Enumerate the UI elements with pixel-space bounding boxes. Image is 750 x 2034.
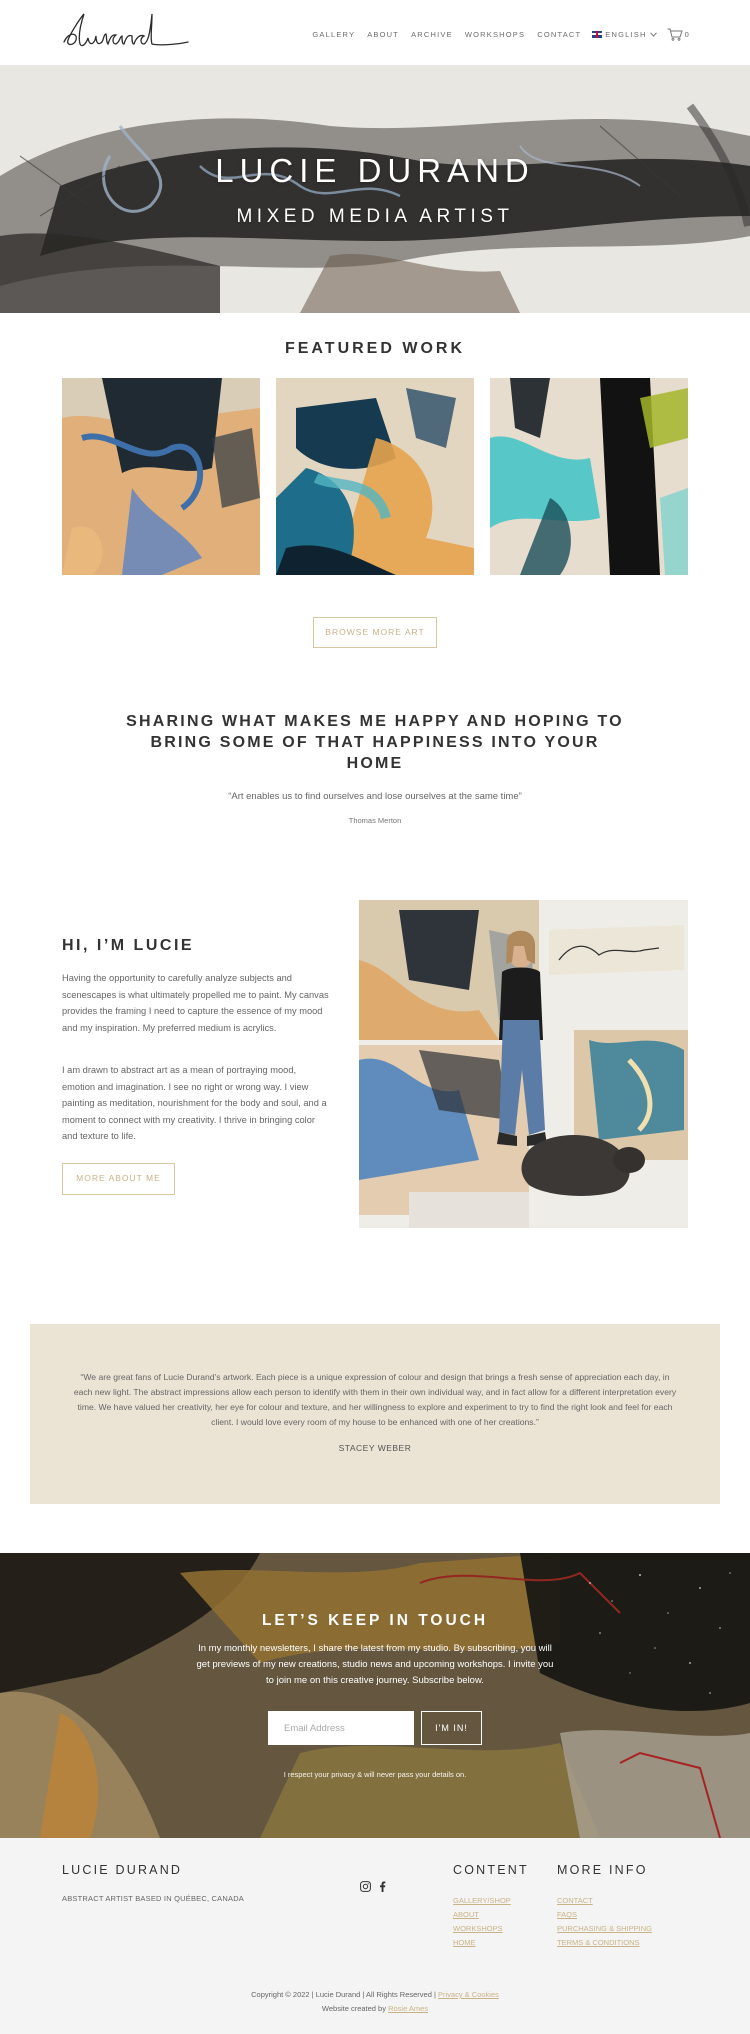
nav-contact[interactable]: CONTACT: [537, 29, 582, 39]
site-header: [0, 0, 750, 66]
nav-archive[interactable]: ARCHIVE: [411, 29, 453, 39]
quote-text: “Art enables us to find ourselves and lose ourselves at the same time”: [228, 791, 522, 802]
artist-photo-image: [359, 900, 688, 1228]
footer-link-home[interactable]: HOME: [453, 1938, 476, 1947]
featured-gallery: [62, 378, 688, 575]
featured-work-title: FEATURED WORK: [284, 340, 466, 357]
quote-author: Thomas Merton: [348, 816, 402, 825]
chevron-down-icon: [650, 32, 657, 37]
testimonial-section: [30, 1324, 720, 1504]
footer-link-contact[interactable]: CONTACT: [557, 1896, 593, 1905]
main-nav: [311, 24, 690, 44]
artist-studio-photo: [359, 900, 688, 1228]
footer-content-title: CONTENT: [453, 1863, 529, 1877]
footer-link-faqs[interactable]: FAQS: [557, 1910, 578, 1919]
newsletter-section: [0, 1553, 750, 1838]
cart-button[interactable]: [667, 28, 690, 41]
newsletter-background-painting: [0, 1553, 750, 1838]
testimonial-text: “We are great fans of Lucie Durand’s artwork. Each piece is a unique expression of colour and design that brings a fresh sense of appreciation each day, in each new light. The abstract impressions allow each person to identify with them in their own individual way, and in fact allow for a different interpretation every time. We have valued her creativity, her eye for colour and texture, and her willingness to explore and experiment to try to find the right look and feel for each client. I would love every room of my house to be enhanced with one of her creations.”: [73, 1372, 677, 1427]
footer-tagline: ABSTRACT ARTIST BASED IN QUÉBEC, CANADA: [62, 1894, 245, 1903]
footer-link-about[interactable]: ABOUT: [453, 1910, 479, 1919]
nav-about[interactable]: ABOUT: [367, 29, 400, 39]
uk-flag-icon: [592, 31, 602, 38]
artwork-image: [62, 378, 260, 575]
logo[interactable]: [60, 8, 192, 56]
language-selector[interactable]: [592, 30, 656, 39]
cart-icon: [667, 28, 683, 41]
social-links: [360, 1879, 386, 1897]
instagram-icon: [360, 1881, 371, 1892]
footer-link-workshops[interactable]: WORKSHOPS: [453, 1924, 503, 1933]
newsletter-title: LET’S KEEP IN TOUCH: [261, 1612, 489, 1629]
footer-link-terms[interactable]: TERMS & CONDITIONS: [557, 1938, 640, 1947]
instagram-link[interactable]: [360, 1879, 371, 1897]
newsletter-email-input[interactable]: [268, 1711, 414, 1745]
newsletter-privacy-note: I respect your privacy & will never pass your details on.: [283, 1770, 467, 1779]
copyright: [0, 1988, 750, 2016]
artwork-image: [490, 378, 688, 575]
sharing-title: SHARING WHAT MAKES ME HAPPY AND HOPING TO BRING SOME OF THAT HAPPINESS INTO YOUR HOME: [126, 713, 624, 772]
footer-link-purchasing-shipping[interactable]: PURCHASING & SHIPPING: [557, 1924, 653, 1933]
nav-gallery[interactable]: GALLERY: [312, 29, 356, 39]
facebook-icon: [379, 1881, 386, 1892]
featured-artwork-1[interactable]: [62, 378, 260, 575]
nav-workshops[interactable]: WORKSHOPS: [464, 29, 526, 39]
footer-link-gallery-shop[interactable]: GALLERY/SHOP: [453, 1896, 511, 1905]
artwork-image: [276, 378, 474, 575]
newsletter-text: In my monthly newsletters, I share the latest from my studio. By subscribing, you will get previews of my new creations, studio news and upcoming workshops. I invite you to join me on this creative journey. Subscribe below.: [196, 1643, 554, 1686]
hero-banner: [0, 66, 750, 313]
testimonial-author: STACEY WEBER: [338, 1443, 412, 1453]
featured-artwork-3[interactable]: [490, 378, 688, 575]
about-title: HI, I’M LUCIE: [62, 937, 195, 954]
copyright-text: Copyright © 2022 | Lucie Durand | All Rights Reserved |: [251, 1990, 436, 1999]
footer-more-info-links: [557, 1894, 652, 1950]
footer-content-links: [453, 1894, 511, 1950]
featured-artwork-2[interactable]: [276, 378, 474, 575]
credit-text: Website created by: [321, 2004, 386, 2013]
about-paragraph-1: Having the opportunity to carefully analyze subjects and scenescapes is what ultimately propelled me to paint. My canvas provides the framing I need to capture the essence of my mood and my inspiration. My preferred medium is acrylics.: [62, 973, 329, 1033]
facebook-link[interactable]: [379, 1879, 386, 1897]
about-paragraph-2: I am drawn to abstract art as a mean of portraying mood, emotion and imagination. I see no right or wrong way. I view painting as meditation, nourishment for the body and soul, and a moment to connect with my creativity. I thrive in bringing color and texture to life.: [62, 1065, 327, 1141]
footer-brand: LUCIE DURAND: [62, 1863, 183, 1877]
browse-more-art-button[interactable]: BROWSE MORE ART: [313, 617, 437, 648]
more-about-me-button[interactable]: MORE ABOUT ME: [62, 1163, 175, 1195]
credit-link[interactable]: Rosie Ames: [388, 2004, 429, 2013]
site-footer: [0, 1838, 750, 2034]
hero-title: LUCIE DURAND: [215, 152, 535, 189]
logo-signature-icon: [60, 8, 192, 56]
language-label: ENGLISH: [605, 29, 647, 39]
footer-more-info-title: MORE INFO: [557, 1863, 648, 1877]
newsletter-submit-button[interactable]: I'M IN!: [421, 1711, 482, 1745]
cart-count: 0: [684, 29, 690, 39]
hero-subtitle: MIXED MEDIA ARTIST: [236, 206, 514, 227]
privacy-cookies-link[interactable]: Privacy & Cookies: [438, 1990, 499, 1999]
